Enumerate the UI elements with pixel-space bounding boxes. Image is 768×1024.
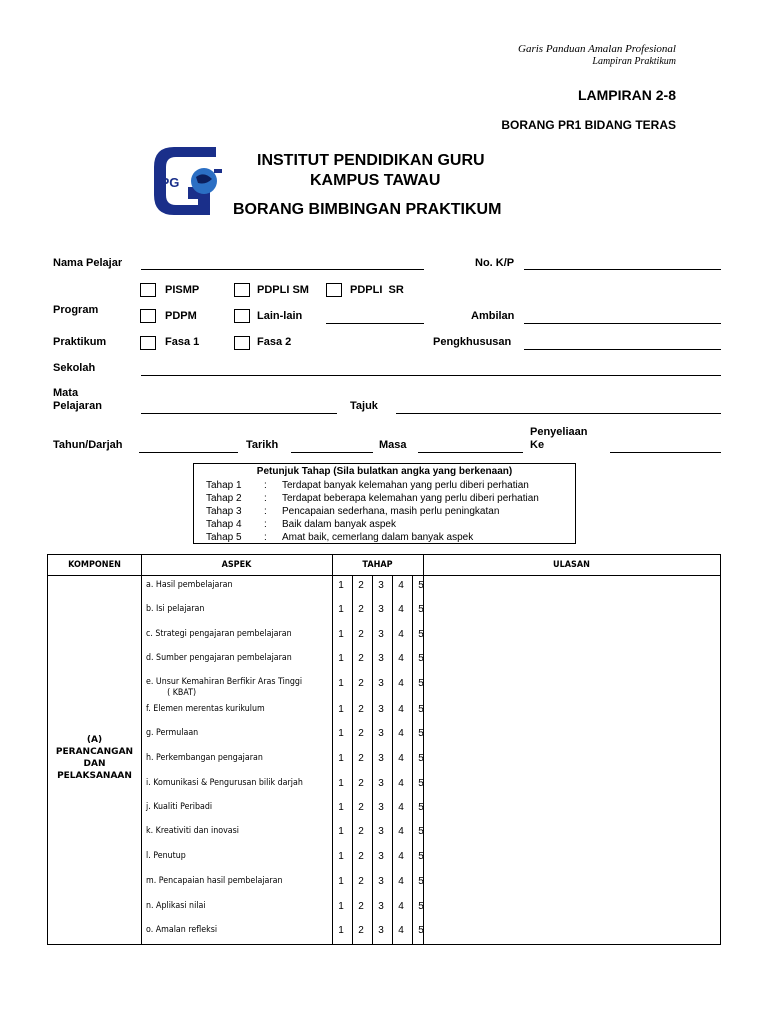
tarikh-label: Tarikh (246, 439, 279, 451)
tahap-option[interactable]: 1 (338, 802, 344, 813)
tahap-option[interactable]: 1 (338, 604, 344, 615)
guide-title: Garis Panduan Amalan Profesional (518, 43, 676, 55)
tahap-option[interactable]: 5 (418, 604, 424, 615)
tahap-option[interactable]: 2 (358, 778, 364, 789)
pdpm-checkbox[interactable] (140, 309, 156, 323)
form-title: BORANG BIMBINGAN PRAKTIKUM (233, 201, 502, 218)
tahap-option[interactable]: 1 (338, 851, 344, 862)
tahap-option[interactable]: 3 (378, 653, 384, 664)
tahun-darjah-line[interactable] (139, 452, 238, 453)
aspect-label-cont: ( KBAT) (167, 688, 197, 698)
tahap-option[interactable]: 3 (378, 629, 384, 640)
tahap-option[interactable]: 1 (338, 753, 344, 764)
aspect-label: l. Penutup (146, 851, 186, 861)
pengkhususan-line[interactable] (524, 349, 721, 350)
tahap-option[interactable]: 1 (338, 653, 344, 664)
guide-subtitle: Lampiran Praktikum (592, 56, 676, 67)
fasa2-label: Fasa 2 (257, 336, 292, 348)
tahap-option[interactable]: 5 (418, 876, 424, 887)
tarikh-line[interactable] (291, 452, 373, 453)
tahap-option[interactable]: 4 (398, 604, 404, 615)
nokp-line[interactable] (524, 269, 721, 270)
tahap-option[interactable]: 2 (358, 728, 364, 739)
nama-pelajar-line[interactable] (141, 269, 424, 270)
level-guide-row: Tahap 3 : Pencapaian sederhana, masih perlu peningkatan (206, 506, 500, 517)
header-tahap: TAHAP (362, 560, 393, 570)
tahap-option[interactable]: 5 (418, 802, 424, 813)
lain-lain-checkbox[interactable] (234, 309, 250, 323)
tahap-option[interactable]: 3 (378, 753, 384, 764)
aspect-label: d. Sumber pengajaran pembelajaran (146, 653, 292, 663)
campus-name: KAMPUS TAWAU (310, 172, 441, 189)
tahap-option[interactable]: 4 (398, 901, 404, 912)
pismp-label: PISMP (165, 284, 200, 296)
tajuk-line[interactable] (396, 413, 721, 414)
aspect-label: b. Isi pelajaran (146, 604, 205, 614)
tahap-option[interactable]: 1 (338, 778, 344, 789)
tahap-option[interactable]: 3 (378, 728, 384, 739)
penyeliaan-ke-label: Ke (530, 439, 545, 451)
header-ulasan: ULASAN (553, 560, 590, 570)
tahap-option[interactable]: 3 (378, 826, 384, 837)
tahap-option[interactable]: 3 (378, 778, 384, 789)
tahap-option[interactable]: 1 (338, 704, 344, 715)
tahap-option[interactable]: 3 (378, 851, 384, 862)
masa-line[interactable] (418, 452, 523, 453)
tahap-option[interactable]: 2 (358, 901, 364, 912)
tahap-option[interactable]: 1 (338, 678, 344, 689)
tahap-option[interactable]: 2 (358, 851, 364, 862)
level-guide-title: Petunjuk Tahap (Sila bulatkan angka yang berkenaan) (256, 466, 513, 477)
tahap-option[interactable]: 5 (418, 753, 424, 764)
tahap-option[interactable]: 5 (418, 580, 424, 591)
tahap-option[interactable]: 5 (418, 728, 424, 739)
level-guide-row: Tahap 4 : Baik dalam banyak aspek (206, 519, 396, 530)
tahap-option[interactable]: 4 (398, 778, 404, 789)
tahap-option[interactable]: 4 (398, 678, 404, 689)
aspect-label: a. Hasil pembelajaran (146, 580, 233, 590)
tahap-option[interactable]: 4 (398, 925, 404, 936)
pismp-checkbox[interactable] (140, 283, 156, 297)
tahap-option[interactable]: 2 (358, 604, 364, 615)
tahap-option[interactable]: 3 (378, 678, 384, 689)
pdpli-sr-label: PDPLI SR (350, 284, 404, 296)
aspect-label: c. Strategi pengajaran pembelajaran (146, 629, 292, 639)
sekolah-label: Sekolah (53, 362, 96, 374)
ambilan-line[interactable] (524, 323, 721, 324)
pengkhususan-label: Pengkhususan (433, 336, 512, 348)
tahap-option[interactable]: 5 (418, 629, 424, 640)
ambilan-label: Ambilan (471, 310, 515, 322)
nokp-label: No. K/P (475, 257, 515, 269)
aspect-label: n. Aplikasi nilai (146, 901, 206, 911)
logo-text: IPG (157, 175, 180, 190)
mata-pelajaran-line[interactable] (141, 413, 337, 414)
tahap-option[interactable]: 4 (398, 753, 404, 764)
pdpli-sm-label: PDPLI SM (257, 284, 309, 296)
nama-pelajar-label: Nama Pelajar (53, 257, 123, 269)
program-label: Program (53, 304, 99, 316)
aspect-label: m. Pencapaian hasil pembelajaran (146, 876, 283, 886)
komponen-a-label: (A) PERANCANGAN DAN PELAKSANAAN (55, 735, 134, 781)
header-aspek: ASPEK (221, 560, 252, 570)
fasa1-label: Fasa 1 (165, 336, 200, 348)
lain-lain-line[interactable] (326, 323, 424, 324)
level-guide-row: Tahap 5 : Amat baik, cemerlang dalam banyak aspek (206, 532, 474, 543)
tahap-option[interactable]: 5 (418, 678, 424, 689)
mata-label: Mata (53, 387, 79, 399)
tahap-option[interactable]: 3 (378, 802, 384, 813)
assessment-table (47, 554, 721, 945)
tahap-option[interactable]: 2 (358, 925, 364, 936)
tahap-option[interactable]: 2 (358, 876, 364, 887)
tahap-option[interactable]: 5 (418, 704, 424, 715)
aspect-label: i. Komunikasi & Pengurusan bilik darjah (146, 778, 303, 788)
fasa1-checkbox[interactable] (140, 336, 156, 350)
institute-name: INSTITUT PENDIDIKAN GURU (257, 152, 485, 169)
aspect-label: f. Elemen merentas kurikulum (146, 704, 265, 714)
pdpli-sm-checkbox[interactable] (234, 283, 250, 297)
tahap-option[interactable]: 3 (378, 876, 384, 887)
tahap-option[interactable]: 3 (378, 604, 384, 615)
aspect-label: g. Permulaan (146, 728, 199, 738)
aspect-label: k. Kreativiti dan inovasi (146, 826, 239, 836)
tahap-option[interactable]: 3 (378, 704, 384, 715)
borang-code: BORANG PR1 BIDANG TERAS (501, 118, 676, 132)
tahap-option[interactable]: 2 (358, 753, 364, 764)
masa-label: Masa (379, 439, 407, 451)
tahap-option[interactable]: 2 (358, 580, 364, 591)
aspect-label: o. Amalan refleksi (146, 925, 218, 935)
penyeliaan-line[interactable] (610, 452, 721, 453)
aspect-label: h. Perkembangan pengajaran (146, 753, 263, 763)
tahap-option[interactable]: 4 (398, 802, 404, 813)
tahap-option[interactable]: 1 (338, 876, 344, 887)
tahap-option[interactable]: 2 (358, 678, 364, 689)
tahap-option[interactable]: 4 (398, 826, 404, 837)
tahap-option[interactable]: 3 (378, 580, 384, 591)
tahap-option[interactable]: 5 (418, 826, 424, 837)
aspect-label: e. Unsur Kemahiran Berfikir Aras Tinggi ( KBAT) (146, 677, 303, 698)
tajuk-label: Tajuk (350, 400, 378, 412)
pelajaran-label: Pelajaran (53, 400, 102, 412)
tahap-option[interactable]: 1 (338, 629, 344, 640)
tahap-option[interactable]: 3 (378, 901, 384, 912)
tahap-option[interactable]: 2 (358, 802, 364, 813)
tahap-option[interactable]: 5 (418, 778, 424, 789)
lain-lain-label: Lain-lain (257, 310, 303, 322)
pdpm-label: PDPM (165, 310, 197, 322)
tahap-option[interactable]: 4 (398, 728, 404, 739)
level-guide-row: Tahap 2 : Terdapat beberapa kelemahan yang perlu diberi perhatian (206, 493, 539, 504)
tahap-option[interactable]: 2 (358, 653, 364, 664)
level-guide-row: Tahap 1 : Terdapat banyak kelemahan yang perlu diberi perhatian (206, 480, 529, 491)
tahap-option[interactable]: 4 (398, 851, 404, 862)
tahap-option[interactable]: 5 (418, 901, 424, 912)
tahap-option[interactable]: 1 (338, 580, 344, 591)
ipg-logo (150, 143, 224, 219)
tahap-option[interactable]: 2 (358, 629, 364, 640)
tahap-option[interactable]: 1 (338, 925, 344, 936)
tahap-option[interactable]: 5 (418, 851, 424, 862)
tahap-option[interactable]: 3 (378, 925, 384, 936)
tahap-option[interactable]: 4 (398, 704, 404, 715)
tahap-option[interactable]: 4 (398, 876, 404, 887)
tahap-option[interactable]: 5 (418, 653, 424, 664)
level-guide-box (193, 463, 576, 544)
header-komponen: KOMPONEN (68, 560, 121, 570)
tahap-option[interactable]: 1 (338, 826, 344, 837)
tahap-option[interactable]: 4 (398, 580, 404, 591)
tahap-option[interactable]: 1 (338, 901, 344, 912)
fasa2-checkbox[interactable] (234, 336, 250, 350)
tahap-option[interactable]: 5 (418, 925, 424, 936)
tahap-option[interactable]: 4 (398, 653, 404, 664)
pdpli-sr-checkbox[interactable] (326, 283, 342, 297)
tahun-darjah-label: Tahun/Darjah (53, 439, 123, 451)
praktikum-label: Praktikum (53, 336, 107, 348)
tahap-option[interactable]: 1 (338, 728, 344, 739)
tahap-option[interactable]: 4 (398, 629, 404, 640)
penyeliaan-label: Penyeliaan (530, 426, 588, 438)
tahap-option[interactable]: 2 (358, 704, 364, 715)
tahap-option[interactable]: 2 (358, 826, 364, 837)
aspect-label: j. Kualiti Peribadi (146, 802, 213, 812)
sekolah-line[interactable] (141, 375, 721, 376)
lampiran-label: LAMPIRAN 2-8 (577, 87, 676, 103)
